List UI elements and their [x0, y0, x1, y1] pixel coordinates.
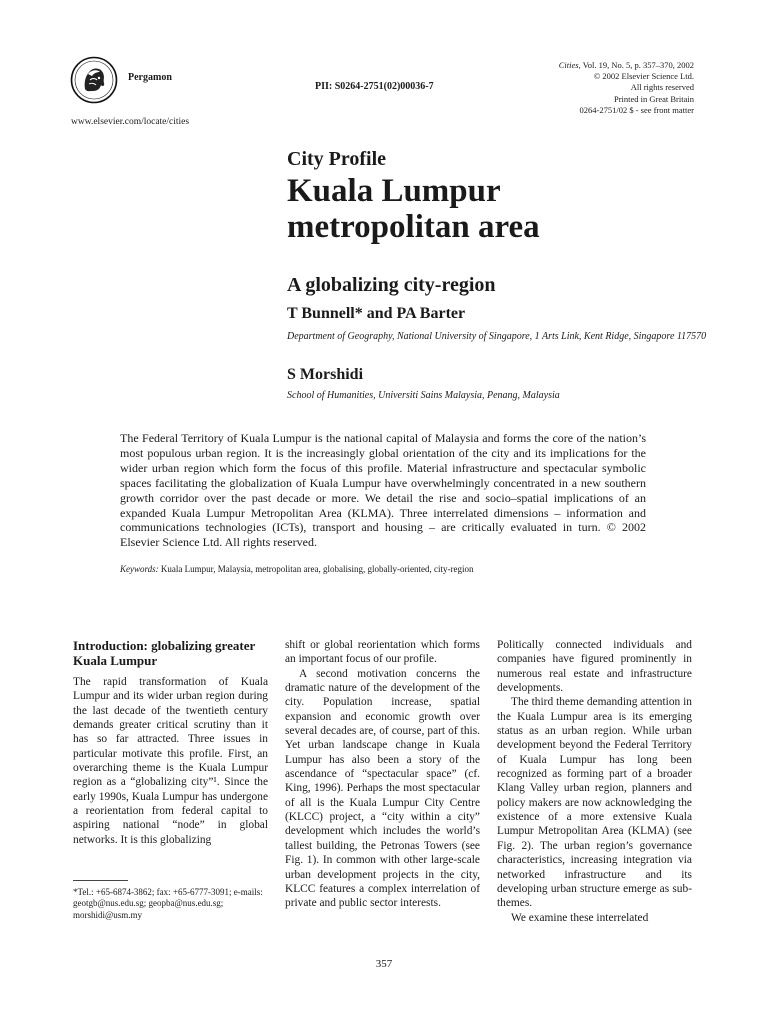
authors-group-1: T Bunnell* and PA Barter — [287, 305, 466, 322]
paragraph: The rapid transformation of Kuala Lumpur and its wider urban region during the last decade of the twentieth century demands greater critical scrutiny than it has so far attracted. Three issues in particular motivate this profile. First, an overarching theme is the Kuala Lumpur region as a “globalizing city”¹. Since the early 1990s, Kuala Lumpur has undergone a reorientation from federal capital to aspiring national “node” in global networks. It is this globalizing — [73, 676, 268, 846]
journal-citation — [559, 60, 694, 71]
keywords — [120, 564, 680, 574]
printed-line: Printed in Great Britain — [613, 93, 694, 104]
pii-identifier: PII: S0264-2751(02)00036-7 — [315, 81, 434, 92]
page-number: 357 — [375, 958, 393, 970]
paragraph: The third theme demanding attention in the Kuala Lumpur area is its emerging status as an urban region. While urban development beyond the Federal Territory of Kuala Lumpur has long been recognized as forming part of a broader Klang Valley urban region, planners and policy makers are now acknowledging the existence of a more extensive Kuala Lumpur Metropolitan Area (KLMA) (see Fig. 2). The urban region’s governance characteristics, increasing integration via networked infrastructure and its developing urban structure emerge as sub-themes. — [497, 696, 692, 910]
paragraph: shift or global reorientation which forms an important focus of our profile. — [285, 639, 480, 666]
article-subtitle: A globalizing city-region — [287, 274, 496, 296]
keywords-text: Kuala Lumpur, Malaysia, metropolitan area, globalising, globally-oriented, city-region — [158, 564, 474, 574]
copyright-line: © 2002 Elsevier Science Ltd. — [593, 71, 694, 82]
paragraph: Politically connected individuals and companies have figured prominently in numerous real estate and infrastructure developments. — [497, 639, 692, 695]
body-column-3 — [497, 638, 692, 925]
affiliation-2: School of Humanities, Universiti Sains Malaysia, Penang, Malaysia — [287, 390, 560, 401]
publisher-logo — [70, 56, 118, 104]
journal-url[interactable]: www.elsevier.com/locate/cities — [71, 117, 190, 127]
pergamon-head-logo-icon — [70, 56, 118, 104]
journal-volume-details: , Vol. 19, No. 5, p. 357–370, 2002 — [578, 60, 694, 70]
author-contact-footnote: *Tel.: +65-6874-3862; fax: +65-6777-3091; e-mails: geotgb@nus.edu.sg; geopba@nus.edu.sg; morshidi@usm.my — [73, 887, 263, 920]
rights-line: All rights reserved — [630, 82, 694, 93]
issn-line: 0264-2751/02 $ - see front matter — [579, 104, 694, 115]
authors-group-2: S Morshidi — [287, 366, 364, 383]
section-heading-introduction: Introduction: globalizing greater Kuala Lumpur — [73, 638, 255, 668]
publisher-name: Pergamon — [128, 72, 172, 83]
article-title-line2: metropolitan area — [287, 209, 540, 245]
affiliation-1: Department of Geography, National University of Singapore, 1 Arts Link, Kent Ridge, Singapore 117570 — [287, 331, 707, 342]
keywords-label: Keywords: — [120, 564, 159, 574]
body-column-1 — [73, 638, 268, 847]
paragraph: A second motivation concerns the dramatic nature of the development of the city. Population increase, spatial expansion and economic growth over several decades are, of course, part of this. Yet urban landscape change in Kuala Lumpur has also been a story of the ascendance of “spectacular space” (cf. King, 1996). Perhaps the most spectacular of all is the Kuala Lumpur City Centre (KLCC) project, a “city within a city” development which includes the world’s tallest building, the Petronas Towers (see Fig. 1). In common with other large-scale urban development projects in the city, KLCC features a complex interrelation of private and public sector interests. — [285, 667, 480, 910]
abstract: The Federal Territory of Kuala Lumpur is the national capital of Malaysia and forms the core of the nation’s most populous urban region. It is the increasingly global orientation of the city and its implications for the wider urban region which form the focus of this profile. Material infrastructure and spectacular symbolic spaces facilitating the globalization of Kuala Lumpur have overwhelmingly concentrated in a new southern growth corridor over the past decade or more. We detail the rise and socio–spatial implications of an expanded Kuala Lumpur Metropolitan Area (KLMA). Three interrelated dimensions – information and communications technologies (ICTs), transport and housing – are critically evaluated in turn. © 2002 Elsevier Science Ltd. All rights reserved. — [120, 431, 646, 550]
footnote-divider — [73, 880, 128, 881]
article-title-line1: Kuala Lumpur — [287, 173, 501, 209]
article-title — [287, 173, 707, 245]
paragraph: We examine these interrelated — [511, 911, 649, 924]
section-label: City Profile — [287, 148, 387, 170]
body-column-2 — [285, 638, 480, 911]
journal-citation-block — [559, 60, 694, 116]
journal-name: Cities — [558, 60, 579, 70]
